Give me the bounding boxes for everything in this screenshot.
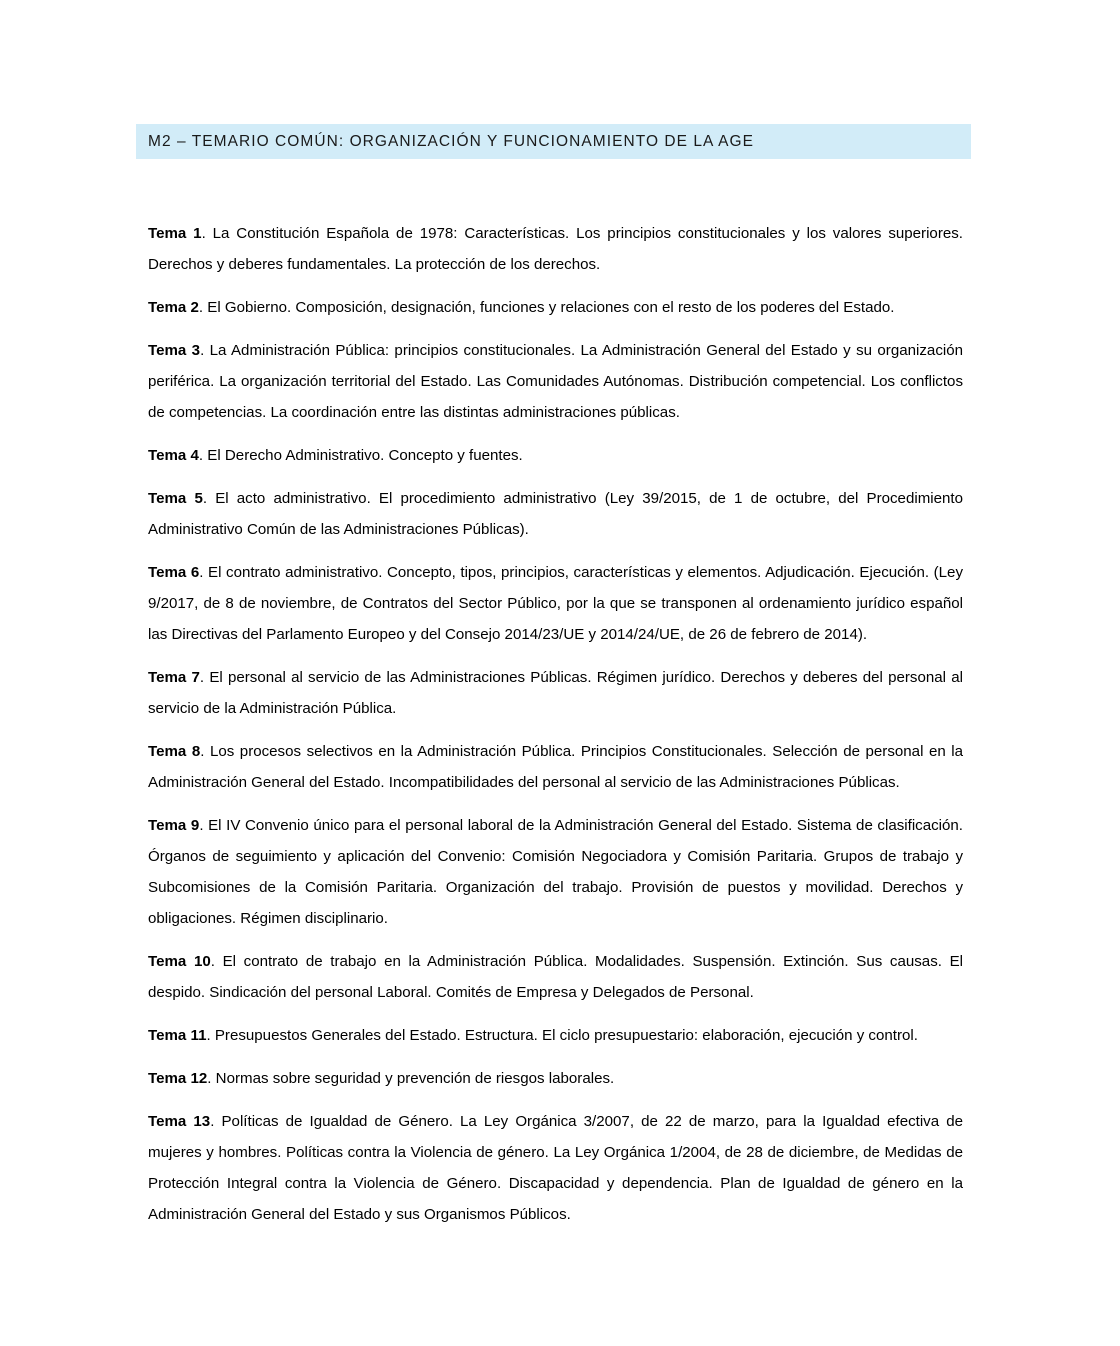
topic-number-label: Tema 12 <box>148 1070 208 1087</box>
topic-number-label: Tema 13 <box>148 1113 211 1130</box>
topic-number-label: Tema 4 <box>148 447 199 464</box>
topic-text: . La Administración Pública: principios constitucionales. La Administración General del Estado y su organización periférica. La organización territorial del Estado. Las Comunidades Autónomas. Distribución competencial. Los conflictos de competencias. La coordinación entre las distintas administraciones públicas. <box>148 342 964 421</box>
topic-paragraph <box>148 1020 963 1051</box>
topic-number-label: Tema 11 <box>148 1027 207 1044</box>
topic-number-label: Tema 7 <box>148 669 200 686</box>
topic-text: . El personal al servicio de las Administraciones Públicas. Régimen jurídico. Derechos y deberes del personal al servicio de la Administración Pública. <box>148 669 963 717</box>
topic-number-label: Tema 6 <box>148 564 200 581</box>
topic-number-label: Tema 10 <box>148 953 211 970</box>
topic-text: . Políticas de Igualdad de Género. La Ley Orgánica 3/2007, de 22 de marzo, para la Igualdad efectiva de mujeres y hombres. Políticas contra la Violencia de género. La Ley Orgánica 1/2004, de 28 de diciembre, de Medidas de Protección Integral contra la Violencia de Género. Discapacidad y dependencia. Plan de Igualdad de género en la Administración General del Estado y sus Organismos Públicos. <box>148 1113 964 1223</box>
topic-paragraph <box>148 736 963 798</box>
topic-paragraph <box>148 218 963 280</box>
section-header-banner <box>136 124 971 159</box>
topic-paragraph <box>148 335 963 428</box>
topic-paragraph <box>148 946 963 1008</box>
topic-paragraph <box>148 440 963 471</box>
topic-number-label: Tema 5 <box>148 490 203 507</box>
topic-paragraph <box>148 292 963 323</box>
section-header-title: M2 – TEMARIO COMÚN: ORGANIZACIÓN Y FUNCIONAMIENTO DE LA AGE <box>148 132 754 150</box>
topic-number-label: Tema 9 <box>148 817 200 834</box>
topic-paragraph <box>148 557 963 650</box>
topic-number-label: Tema 8 <box>148 743 201 760</box>
topic-number-label: Tema 3 <box>148 342 201 359</box>
topic-text: . El Gobierno. Composición, designación, funciones y relaciones con el resto de los poderes del Estado. <box>198 299 895 316</box>
topic-number-label: Tema 1 <box>148 225 202 242</box>
topic-list <box>148 218 963 1230</box>
topic-text: . El contrato de trabajo en la Administración Pública. Modalidades. Suspensión. Extinción. Sus causas. El despido. Sindicación del personal Laboral. Comités de Empresa y Delegados de Personal. <box>148 953 963 1001</box>
topic-text: . El contrato administrativo. Concepto, tipos, principios, características y elementos. Adjudicación. Ejecución. (Ley 9/2017, de 8 de noviembre, de Contratos del Sector Público, por la que se transponen al ordenamiento jurídico español las Directivas del Parlamento Europeo y del Consejo 2014/23/UE y 2014/24/UE, de 26 de febrero de 2014). <box>148 564 963 643</box>
topic-paragraph <box>148 1106 963 1230</box>
topic-text: . Presupuestos Generales del Estado. Estructura. El ciclo presupuestario: elaboración, ejecución y control. <box>206 1027 918 1044</box>
topic-text: . Normas sobre seguridad y prevención de riesgos laborales. <box>207 1070 615 1087</box>
topic-text: . La Constitución Española de 1978: Características. Los principios constitucionales y los valores superiores. Derechos y deberes fundamentales. La protección de los derechos. <box>148 225 963 273</box>
topic-paragraph <box>148 1063 963 1094</box>
topic-text: . El acto administrativo. El procedimiento administrativo (Ley 39/2015, de 1 de octubre, del Procedimiento Administrativo Común de las Administraciones Públicas). <box>148 490 963 538</box>
topic-number-label: Tema 2 <box>148 299 199 316</box>
topic-text: . El IV Convenio único para el personal laboral de la Administración General del Estado. Sistema de clasificación. Órganos de seguimiento y aplicación del Convenio: Comisión Negociadora y Comisión Paritaria. Grupos de trabajo y Subcomisiones de la Comisión Paritaria. Organización del trabajo. Provisión de puestos y movilidad. Derechos y obligaciones. Régimen disciplinario. <box>148 817 963 927</box>
topic-text: . El Derecho Administrativo. Concepto y fuentes. <box>198 447 523 464</box>
topic-paragraph <box>148 483 963 545</box>
topic-text: . Los procesos selectivos en la Administración Pública. Principios Constitucionales. Selección de personal en la Administración General del Estado. Incompatibilidades del personal al servicio de las Administraciones Públicas. <box>148 743 963 791</box>
topic-paragraph <box>148 662 963 724</box>
topic-paragraph <box>148 810 963 934</box>
